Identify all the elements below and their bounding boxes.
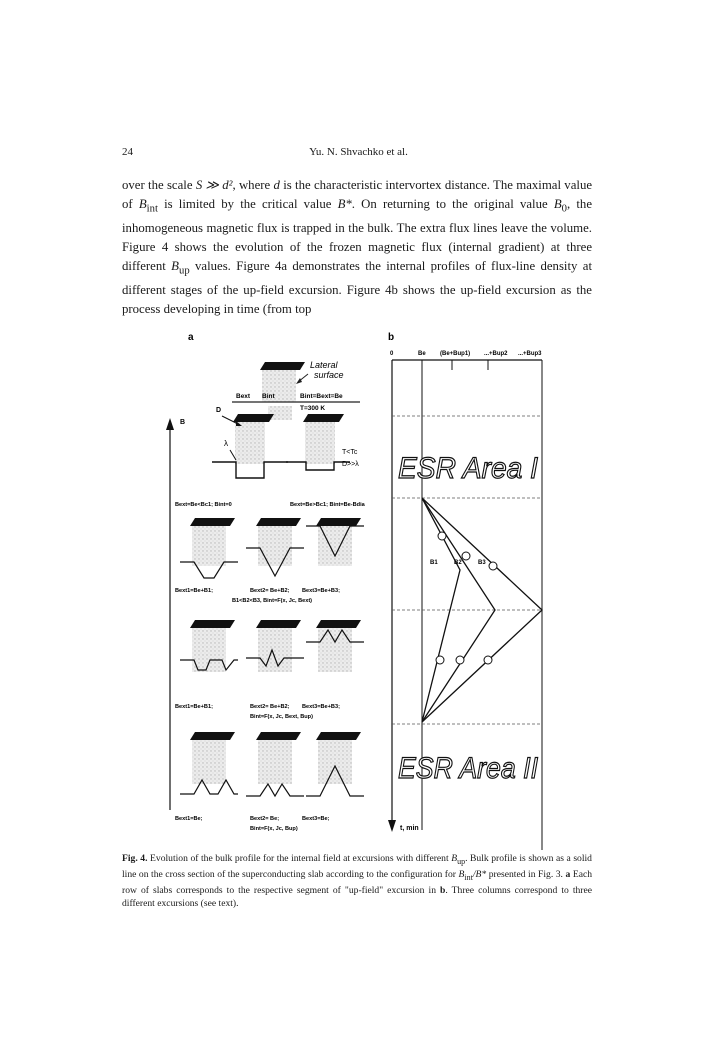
math-d: d <box>273 178 280 192</box>
r3-subtitle: Bint=F(x, Jc, Bext, Bup) <box>250 714 313 720</box>
r4-col1: Bext1=Be; <box>175 816 203 822</box>
curve-b2: B2 <box>454 560 462 566</box>
page-number: 24 <box>122 146 133 158</box>
label-d: D <box>216 407 222 414</box>
r4-col2: Bext2= Be; <box>250 816 280 822</box>
esr-area-1: ESR Area I <box>398 452 538 485</box>
r1-right: Bext=Be>Bc1; Bint=Be-Bdia <box>290 502 365 508</box>
esr-area-2: ESR Area II <box>398 752 538 785</box>
axis-b-label: B <box>180 419 186 426</box>
r2-col1: Bext1=Be+B1; <box>175 588 213 594</box>
curve-b3: B3 <box>478 560 486 566</box>
r1-left: Bext=Be<Bc1; Bint=0 <box>175 502 232 508</box>
math-scale: S ≫ d² <box>195 178 233 192</box>
label-tc: T<Tc <box>342 449 358 456</box>
panel-a-label: a <box>188 332 194 343</box>
r4-subtitle: Bint=F(x, Jc, Bup) <box>250 826 298 832</box>
b-tick-be: Be <box>418 351 426 357</box>
b-tick-bup3: ...+Bup3 <box>518 351 542 357</box>
r2-col2: Bext2= Be+B2; <box>250 588 290 594</box>
r3-col2: Bext2= Be+B2; <box>250 704 290 710</box>
b-tick-0: 0 <box>390 351 394 357</box>
r2-col3: Bext3=Be+B3; <box>302 588 340 594</box>
slab-row-2 <box>180 518 364 578</box>
slab-row-4 <box>180 732 364 796</box>
label-dl: D>>λ <box>342 461 359 468</box>
r0-temperature: T=300 K <box>300 405 326 412</box>
slab-row-3 <box>180 620 364 672</box>
r2-subtitle: B1<B2<B3, Bint=F(x, Jc, Bext) <box>232 598 313 604</box>
caption-label: Fig. 4. <box>122 853 148 864</box>
curve-b1: B1 <box>430 560 438 566</box>
b-tick-bup1: (Be+Bup1) <box>440 351 471 357</box>
body-paragraph: over the scale S ≫ d², where d is the characteristic intervortex distance. The maximal value of $B_{int}$ is limited by the critical value B*. On returning to the original value $B_0$, the inhomogeneous magnetic flux is trapped in the bulk. The extra flux lines leave the volume. Figure 4 shows the evolution of the frozen magnetic flux (internal gradient) at three different $B_{up}$ values. Figure 4a demonstrates the internal profiles of flux-line density at different stages of the up-field excursion. Figure 4b shows the up-field excursion as the process developing in time (from top <box>122 178 593 317</box>
r0-equation: Bint=Bext=Be <box>300 393 343 400</box>
figure-4 <box>150 330 570 850</box>
label-lambda: λ <box>224 439 228 448</box>
r4-col3: Bext3=Be; <box>302 816 330 822</box>
panel-b-label: b <box>388 332 395 343</box>
surface-label: surface <box>314 370 344 380</box>
slab-row-1 <box>212 414 350 478</box>
lateral-label: Lateral <box>310 360 338 370</box>
r3-col1: Bext1=Be+B1; <box>175 704 213 710</box>
body-text <box>122 176 592 320</box>
r3-col3: Bext3=Be+B3; <box>302 704 340 710</box>
time-axis-label: t, min <box>400 825 419 832</box>
r0-bext: Bext <box>236 393 251 400</box>
r0-bint: Bint <box>262 393 275 400</box>
figure-caption: Fig. 4. Evolution of the bulk profile for the internal field at excursions with different $B_{up}$. Bulk profile is shown as a solid line on the cross section of the superconducting slab according to the configuration for $B_{int}/B*$ presented in Fig. 3. a Each row of slabs corresponds to the respective segment of "up-field" excursion in b. Three columns correspond to three different excursions (see text). <box>122 853 593 909</box>
running-head: Yu. N. Shvachko et al. <box>309 146 408 158</box>
b-tick-bup2: ...+Bup2 <box>484 351 508 357</box>
